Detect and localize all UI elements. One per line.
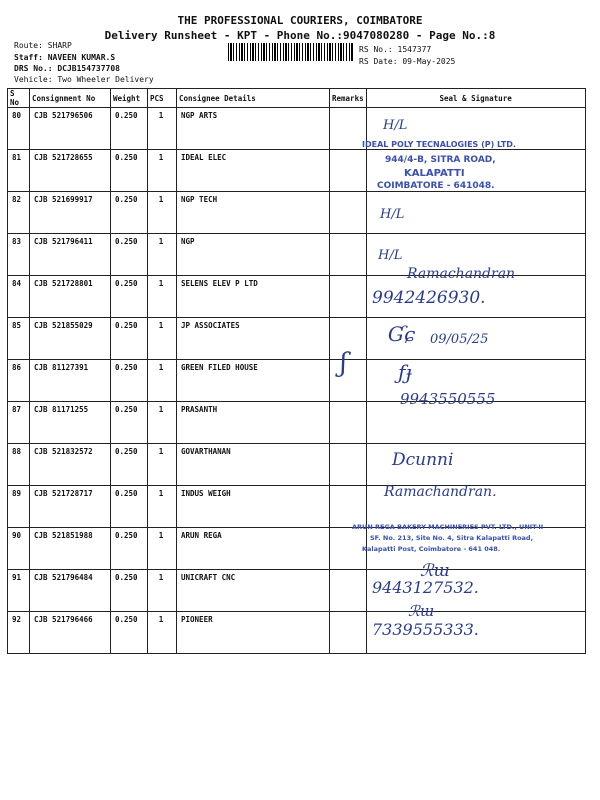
signature-row-82: H/L	[380, 207, 405, 222]
rs-number: RS No.: 1547377	[359, 45, 432, 54]
row-pcs: 1	[148, 150, 177, 192]
row-consignment: CJB 521796466	[30, 612, 111, 654]
row-weight: 0.250	[111, 528, 148, 570]
signature-row-87-phone: 9943550555	[400, 390, 496, 408]
row-consignee: NGP	[177, 234, 330, 276]
row-remarks	[330, 402, 367, 444]
col-sno: S No	[8, 89, 30, 108]
row-sno: 91	[8, 570, 30, 612]
row-consignee: INDUS WEIGH	[177, 486, 330, 528]
row-pcs: 1	[148, 192, 177, 234]
col-remarks: Remarks	[330, 89, 367, 108]
row-consignment: CJB 521855029	[30, 318, 111, 360]
row-consignment: CJB 81127391	[30, 360, 111, 402]
row-weight: 0.250	[111, 150, 148, 192]
table-row	[8, 444, 586, 486]
row-pcs: 1	[148, 234, 177, 276]
row-remarks	[330, 570, 367, 612]
page-subtitle: Delivery Runsheet - KPT - Phone No.:9047080280 - Page No.:8	[104, 29, 496, 42]
row-sno: 90	[8, 528, 30, 570]
table-row	[8, 192, 586, 234]
page-title: THE PROFESSIONAL COURIERS, COIMBATORE	[177, 14, 423, 27]
row-remarks	[330, 192, 367, 234]
row-consignee: PIONEER	[177, 612, 330, 654]
row-remarks	[330, 444, 367, 486]
col-signature: Seal & Signature	[366, 89, 585, 108]
row-sno: 82	[8, 192, 30, 234]
arun-rega-stamp-line1: ARUN REGA BAKERY MACHINERIES PVT. LTD., UNIT-II	[352, 523, 544, 531]
signature-row-84-phone: 9942426930.	[372, 288, 486, 308]
row-remarks	[330, 360, 367, 402]
table-row	[8, 150, 586, 192]
col-pcs: PCS	[148, 89, 177, 108]
row-consignee: PRASANTH	[177, 402, 330, 444]
signature-row-80: H/L	[383, 118, 408, 133]
row-sno: 83	[8, 234, 30, 276]
row-consignment: CJB 521832572	[30, 444, 111, 486]
row-consignment: CJB 521728717	[30, 486, 111, 528]
row-consignee: NGP TECH	[177, 192, 330, 234]
ideal-poly-stamp-line2: 944/4-B, SITRA ROAD,	[385, 155, 496, 165]
row-pcs: 1	[148, 402, 177, 444]
row-remarks	[330, 108, 367, 150]
ideal-poly-stamp-line4: COIMBATORE - 641048.	[377, 181, 495, 191]
signature-row-85-mark: Ɠɕ	[388, 322, 416, 346]
arun-rega-stamp-line3: Kalapatti Post, Coimbatore - 641 048.	[362, 545, 501, 553]
col-consignment: Consignment No	[30, 89, 111, 108]
row-weight: 0.250	[111, 570, 148, 612]
table-row	[8, 570, 586, 612]
row-weight: 0.250	[111, 612, 148, 654]
barcode	[228, 43, 353, 61]
ideal-poly-stamp-line1: IDEAL POLY TECNALOGIES (P) LTD.	[362, 140, 516, 149]
runsheet-table	[7, 88, 586, 654]
row-consignment: CJB 521796411	[30, 234, 111, 276]
rs-date: RS Date: 09-May-2025	[359, 57, 456, 66]
row-pcs: 1	[148, 528, 177, 570]
row-remarks	[330, 234, 367, 276]
row-consignment: CJB 521796484	[30, 570, 111, 612]
row-consignee: SELENS ELEV P LTD	[177, 276, 330, 318]
row-consignment: CJB 521728655	[30, 150, 111, 192]
staff-label: Staff: NAVEEN KUMAR.S	[14, 53, 116, 62]
row-pcs: 1	[148, 276, 177, 318]
row-remarks	[330, 528, 367, 570]
row-weight: 0.250	[111, 444, 148, 486]
table-row	[8, 318, 586, 360]
row-weight: 0.250	[111, 486, 148, 528]
row-consignment: CJB 521851988	[30, 528, 111, 570]
arun-rega-stamp-line2: SF. No. 213, Site No. 4, Sitra Kalapatti Road,	[370, 534, 534, 542]
vehicle-label: Vehicle: Two Wheeler Delivery	[14, 75, 154, 84]
row-weight: 0.250	[111, 402, 148, 444]
signature-row-92-mark: ℛɯ	[408, 602, 435, 620]
signature-row-85-date: 09/05/25	[430, 332, 489, 347]
table-row	[8, 360, 586, 402]
row-remarks	[330, 486, 367, 528]
row-pcs: 1	[148, 444, 177, 486]
row-pcs: 1	[148, 486, 177, 528]
signature-row-91-phone: 9443127532.	[372, 578, 479, 597]
table-header-row	[8, 89, 586, 108]
row-consignment: CJB 81171255	[30, 402, 111, 444]
row-sno: 84	[8, 276, 30, 318]
table-row	[8, 402, 586, 444]
row-remarks	[330, 318, 367, 360]
table-row	[8, 486, 586, 528]
col-weight: Weight	[111, 89, 148, 108]
drs-label: DRS No.: DCJB154737708	[14, 64, 120, 73]
row-pcs: 1	[148, 108, 177, 150]
table-row	[8, 612, 586, 654]
row-sno: 87	[8, 402, 30, 444]
row-pcs: 1	[148, 570, 177, 612]
row-consignee: GOVARTHANAN	[177, 444, 330, 486]
signature-row-87-mark: ƒɟ	[398, 360, 412, 384]
row-sno: 86	[8, 360, 30, 402]
signature-row-89: Ramachandran.	[384, 484, 497, 500]
signature-row-84-name: Ramachandran	[407, 266, 516, 282]
row-weight: 0.250	[111, 360, 148, 402]
row-sno: 80	[8, 108, 30, 150]
row-remarks	[330, 276, 367, 318]
row-consignee: GREEN FILED HOUSE	[177, 360, 330, 402]
route-label: Route: SHARP	[14, 41, 72, 50]
row-weight: 0.250	[111, 108, 148, 150]
row-weight: 0.250	[111, 192, 148, 234]
row-consignee: NGP ARTS	[177, 108, 330, 150]
row-consignee: ARUN REGA	[177, 528, 330, 570]
row-consignee: JP ASSOCIATES	[177, 318, 330, 360]
row-sno: 85	[8, 318, 30, 360]
row-weight: 0.250	[111, 276, 148, 318]
row-consignment: CJB 521728801	[30, 276, 111, 318]
row-weight: 0.250	[111, 318, 148, 360]
row-remarks	[330, 150, 367, 192]
signature-row-83: H/L	[378, 248, 403, 263]
row-consignee: IDEAL ELEC	[177, 150, 330, 192]
signature-row-92-phone: 7339555333.	[372, 620, 479, 639]
signature-row-88: Dcunni	[392, 450, 454, 470]
row-pcs: 1	[148, 360, 177, 402]
row-sno: 88	[8, 444, 30, 486]
row-pcs: 1	[148, 318, 177, 360]
row-sno: 92	[8, 612, 30, 654]
row-consignee: UNICRAFT CNC	[177, 570, 330, 612]
signature-row-91-mark: ℛɯ	[420, 561, 450, 581]
col-consignee: Consignee Details	[177, 89, 330, 108]
ideal-poly-stamp-line3: KALAPATTI	[404, 168, 465, 179]
row-remarks	[330, 612, 367, 654]
row-sno: 89	[8, 486, 30, 528]
row-consignment: CJB 521699917	[30, 192, 111, 234]
signature-row-86-mark: ʃ	[340, 348, 348, 378]
row-sno: 81	[8, 150, 30, 192]
row-weight: 0.250	[111, 234, 148, 276]
row-consignment: CJB 521796506	[30, 108, 111, 150]
row-pcs: 1	[148, 612, 177, 654]
